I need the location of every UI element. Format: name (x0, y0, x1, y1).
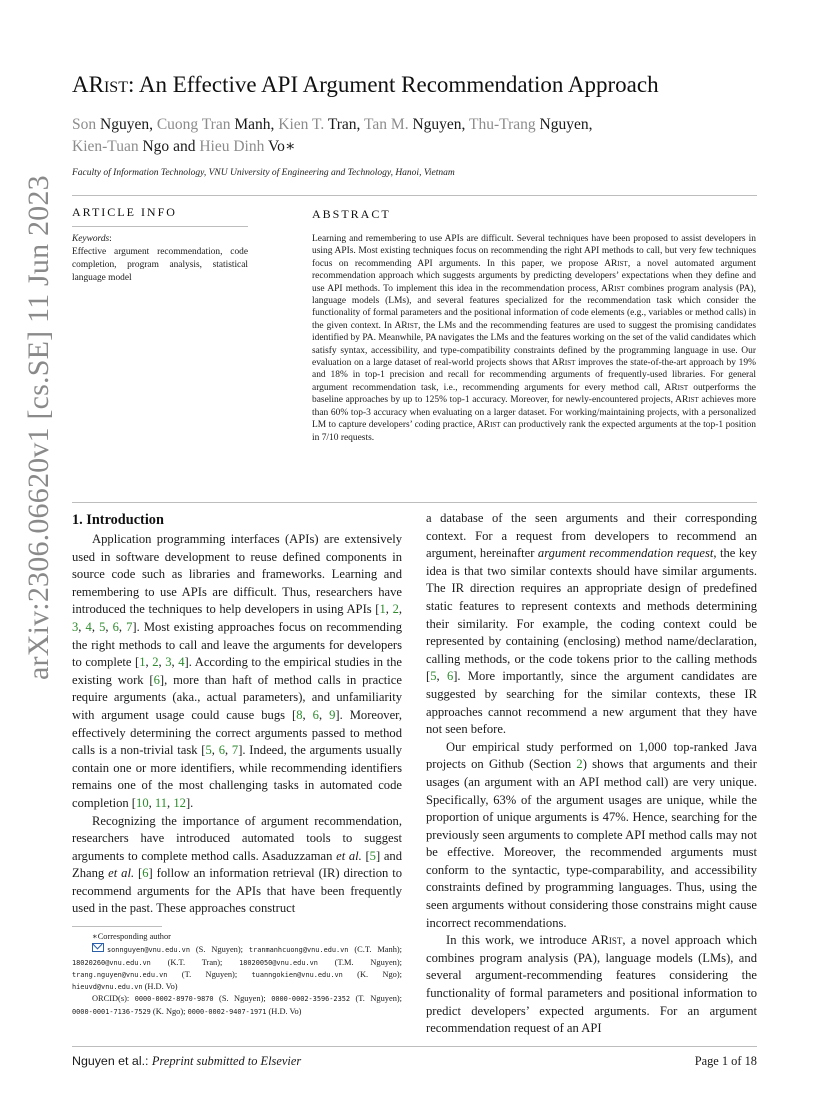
email-owner: (H.D. Vo) (142, 982, 178, 992)
title-first-letter: A (72, 72, 89, 97)
article-info-divider (72, 226, 248, 227)
citation-ref: 5 (369, 848, 376, 863)
citation-ref: 5 (205, 743, 212, 758)
author-last-name: Tran (327, 116, 357, 133)
author (199, 138, 295, 155)
citation-ref: 2 (392, 602, 399, 617)
orcid-id: 0000-0002-9407-1971 (187, 1007, 267, 1016)
mail-icon (92, 943, 104, 952)
citation-ref: 5 (99, 619, 106, 634)
citation-ref: 4 (178, 655, 185, 670)
right-column (426, 510, 757, 1038)
citation-ref: 3 (165, 655, 172, 670)
footer-page-number: Page 1 of 18 (694, 1054, 757, 1068)
intro-paragraph-5: In this work, we introduce ARist, a novel approach which combines program analysis (PA), language models (LMs), and several argument-recommending features considering the functionality of formal parameters and positional information to predict developers’ expected arguments. For an argument recommendation request of an API (426, 933, 757, 1036)
author-first-name: Thu-Trang (469, 116, 536, 133)
email-owner: (K. Ngo); (342, 969, 402, 979)
email-address: sonnguyen@vnu.edu.vn (107, 946, 190, 955)
keywords-block: Keywords: Effective argument recommendation, code completion, program analysis, statistical language model (72, 234, 248, 283)
orcid-id: 0000-0002-3596-2352 (271, 995, 351, 1004)
citation-ref: 7 (126, 619, 133, 634)
product-name-smallcaps: Rist (681, 395, 699, 406)
author-last-name: Vo∗ (267, 138, 296, 155)
citation-ref: 8 (296, 707, 303, 722)
citation-ref: 10 (136, 795, 149, 810)
title-rest: : An Effective API Argument Recommendation Approach (127, 72, 659, 97)
product-name-smallcaps: Rist (401, 320, 419, 331)
intro-paragraph-4: Our empirical study performed on 1,000 top-ranked Java projects on Github (Section 2) shows that arguments and their usages (an argument with an API method call) are very unique. Specifically, 63% of the argument usages are unique, while the proportion of unique arguments is 47%. Hence, searching for the previously seen arguments to complete API method calls may not be effective. Moreover, the recommended arguments must conform to the syntactic, type-comparability, and accessibility constraints defined by programming languages. Thus, using the seen arguments without considering those constrains might cause incorrect recommendations. (426, 739, 757, 930)
intro-paragraph-2: Recognizing the importance of argument recommendation, researchers have introduced automated tools to suggest arguments to complete method calls. Asaduzzaman et al. [5] and Zhang et al. [6] follow an information retrieval (IR) direction to recommend arguments for the APIs that have been frequently used in the past. These approaches construct (72, 813, 403, 916)
citation-ref: 5 (430, 669, 437, 684)
article-info-heading: ARTICLE INFO (72, 205, 177, 219)
abstract-heading: ABSTRACT (312, 207, 391, 221)
product-name-smallcaps: Rist (611, 258, 628, 269)
paper-title (72, 72, 659, 98)
section-heading-introduction: 1. Introduction (72, 512, 164, 528)
author-last-name: Ngo (142, 138, 170, 155)
product-name-smallcaps: Rist (671, 382, 689, 393)
author-separator: , (270, 116, 275, 133)
author-separator: , (356, 116, 361, 133)
arxiv-identifier-stamp: arXiv:2306.06620v1 [cs.SE] 11 Jun 2023 (22, 175, 55, 680)
citation-ref: 6 (153, 672, 160, 687)
email-footnote (72, 943, 402, 993)
footnote-divider (72, 926, 162, 927)
orcid-owner: (T. Nguyen); (350, 994, 402, 1004)
author (72, 138, 195, 155)
email-address: 18020050@vnu.edu.vn (239, 958, 318, 967)
citation-ref: 1 (379, 602, 386, 617)
author-first-name: Hieu Dinh (199, 138, 265, 155)
citation-group: 1, 2, 3, 4, 5, 6, 7 (72, 602, 403, 634)
footnotes (72, 931, 402, 1018)
author (72, 116, 153, 133)
citation-ref: 6 (446, 669, 454, 684)
email-address: tranmanhcuong@vnu.edu.vn (248, 946, 349, 955)
author-last-name: Nguyen (100, 116, 150, 133)
footer-running-head: Nguyen et al.: Preprint submitted to Elsevier (72, 1054, 302, 1068)
affiliation: Faculty of Information Technology, VNU University of Engineering and Technology, Hanoi, Vietnam (72, 168, 455, 178)
author-separator: and (169, 138, 196, 155)
author-list (72, 114, 772, 158)
citation-group: 1, 2, 3, 4 (139, 655, 185, 670)
title-smallcaps: Rist (88, 72, 128, 97)
citation-ref: 2 (152, 655, 159, 670)
citation-group: 10, 11, 12 (136, 795, 186, 810)
author-first-name: Tan M. (364, 116, 409, 133)
author-first-name: Kien-Tuan (72, 138, 139, 155)
author-separator: , (588, 116, 593, 133)
header-divider (72, 195, 757, 196)
email-address: tuanngokien@vnu.edu.vn (251, 970, 343, 979)
keywords-text: Effective argument recommendation, code completion, program analysis, statistical language model (72, 247, 248, 283)
email-owner: (K.T. Tran); (150, 957, 240, 967)
intro-paragraph-1: Application programming interfaces (APIs) are extensively used in software development to reuse defined components in source code such as libraries and frameworks. Learning and remembering to use APIs are difficult. Thus, researchers have introduced the techniques to help developers in using APIs [1, 2, 3, 4, 5, 6, 7]. Most existing approaches focus on recommending the right methods to call and leave the arguments for developers to complete [1, 2, 3, 4]. According to the empirical studies in the existing work [6], more than haft of method calls in practice require arguments (aka., actual parameters), and unfamiliarity with argument usage could cause bugs [8, 6, 9]. Moreover, effectively determining the correct arguments passed to method calls is a non-trivial task [5, 6, 7]. Indeed, the arguments usually contain one or more identifiers, while recommending identifiers remains one of the most challenging tasks in automated code completion [10, 11, 12]. (72, 532, 403, 810)
citation-group: 5, 6, 7 (205, 743, 239, 758)
citation-ref: 6 (312, 707, 319, 722)
author-first-name: Kien T. (278, 116, 325, 133)
citation-group: 8, 6, 9 (296, 707, 336, 722)
citation-ref: 1 (139, 655, 146, 670)
corresponding-author-note: ∗Corresponding author (92, 932, 171, 941)
orcid-owner: (K. Ngo); (150, 1006, 188, 1016)
orcid-id: 0000-0002-8970-9870 (134, 995, 214, 1004)
keywords-label: Keywords (72, 234, 110, 244)
citation-ref: 3 (72, 619, 79, 634)
author-last-name: Manh (234, 116, 271, 133)
author-separator: , (461, 116, 466, 133)
author (469, 116, 592, 133)
citation-ref: 6 (218, 743, 225, 758)
product-name-smallcaps: Rist (558, 358, 576, 369)
citation-ref: 9 (329, 707, 336, 722)
citation-ref: 12 (173, 795, 186, 810)
author (278, 116, 360, 133)
citation-ref: 2 (576, 757, 583, 772)
orcid-owner: (S. Nguyen); (213, 994, 272, 1004)
email-owner: (T. Nguyen); (167, 969, 252, 979)
email-address: 18020260@vnu.edu.vn (72, 958, 151, 967)
email-owner: (S. Nguyen); (189, 945, 249, 955)
abstract-divider (72, 502, 757, 503)
email-owner: (T.M. Nguyen); (317, 957, 402, 967)
orcid-owner: (H.D. Vo) (266, 1006, 302, 1016)
citation-ref: 6 (142, 866, 149, 881)
citation-ref: 11 (154, 795, 168, 810)
email-address: hieuvd@vnu.edu.vn (72, 983, 143, 992)
email-address: trang.nguyen@vnu.edu.vn (72, 970, 168, 979)
email-owner: (C.T. Manh); (348, 945, 402, 955)
product-name-smallcaps: Rist (607, 283, 625, 294)
footer-divider (72, 1046, 757, 1047)
orcid-footnote: ORCID(s): 0000-0002-8970-9870 (S. Nguyen); 0000-0002-3596-2352 (T. Nguyen); 0000-0001-7136-7529 (K. Ngo); 0000-0002-9407-1971 (H.D. Vo) (72, 994, 402, 1016)
intro-paragraph-3: a database of the seen arguments and their corresponding context. For a request from developers to recommend an argument, hereinafter argument recommendation request, the key idea is that two similar contexts should have similar arguments. The IR direction requires an appropriate design of predefined static features to represent contexts and methods determining their similarity. For example, the coding context could be represented by containing (enclosing) method name/declaration, calling methods, or the code tokens prior to the calling methods [5, 6]. More importantly, since the argument candidates are suggested by searching for the similar contexts, these IR approaches cannot recommend a new argument that they have not seen before. (426, 511, 758, 737)
author-last-name: Nguyen (539, 116, 589, 133)
citation-ref: 4 (85, 619, 92, 634)
abstract-text: Learning and remembering to use APIs are difficult. Several techniques have been proposed to assist developers in using APIs. Most existing techniques focus on recommending the right API methods to call, but very few techniques focus on recommending API arguments. In this paper, we propose ARist, a novel automated argument recommendation approach which suggests arguments by predicting developers’ expectations when they define and use API methods. To implement this idea in the recommendation process, ARist combines program analysis (PA), language models (LMs), and several features specialized for the recommendation task which consider the functionality of formal parameters and the positional information of code elements (e.g., variables or method calls) in the given context. In ARist, the LMs and the recommending features are used to suggest the promising candidates identified by PA. Meanwhile, PA navigates the LMs and the features working on the set of the valid candidates which satisfy syntax, accessibility, and type-compatibility constraints defined by the programming language in use. Our evaluation on a large dataset of real-world projects shows that ARist improves the state-of-the-art approach by 19% and 18% in top-1 precision and recall for recommending arguments of frequently-used libraries. For general argument recommendation task, i.e., recommending arguments for every method call, ARist outperforms the baseline approaches by up to 125% top-1 accuracy. Moreover, for newly-encountered projects, ARist achieves more than 60% top-3 accuracy when evaluating on a larger dataset. For working/maintaining projects, with a personalized LM to capture developers’ coding practice, ARist can productively rank the expected arguments at the top-1 position in 7/10 requests. (312, 234, 756, 443)
author-separator: , (149, 116, 153, 133)
author (157, 116, 275, 133)
author-first-name: Cuong Tran (156, 116, 231, 133)
author-first-name: Son (72, 116, 97, 133)
orcid-id: 0000-0001-7136-7529 (72, 1007, 151, 1016)
left-column (72, 531, 402, 918)
citation-group: 5, 6 (430, 669, 454, 684)
product-name-smallcaps: Rist (483, 420, 501, 431)
author-last-name: Nguyen (412, 116, 462, 133)
citation-ref: 7 (231, 743, 239, 758)
author (364, 116, 465, 133)
citation-ref: 6 (112, 619, 119, 634)
